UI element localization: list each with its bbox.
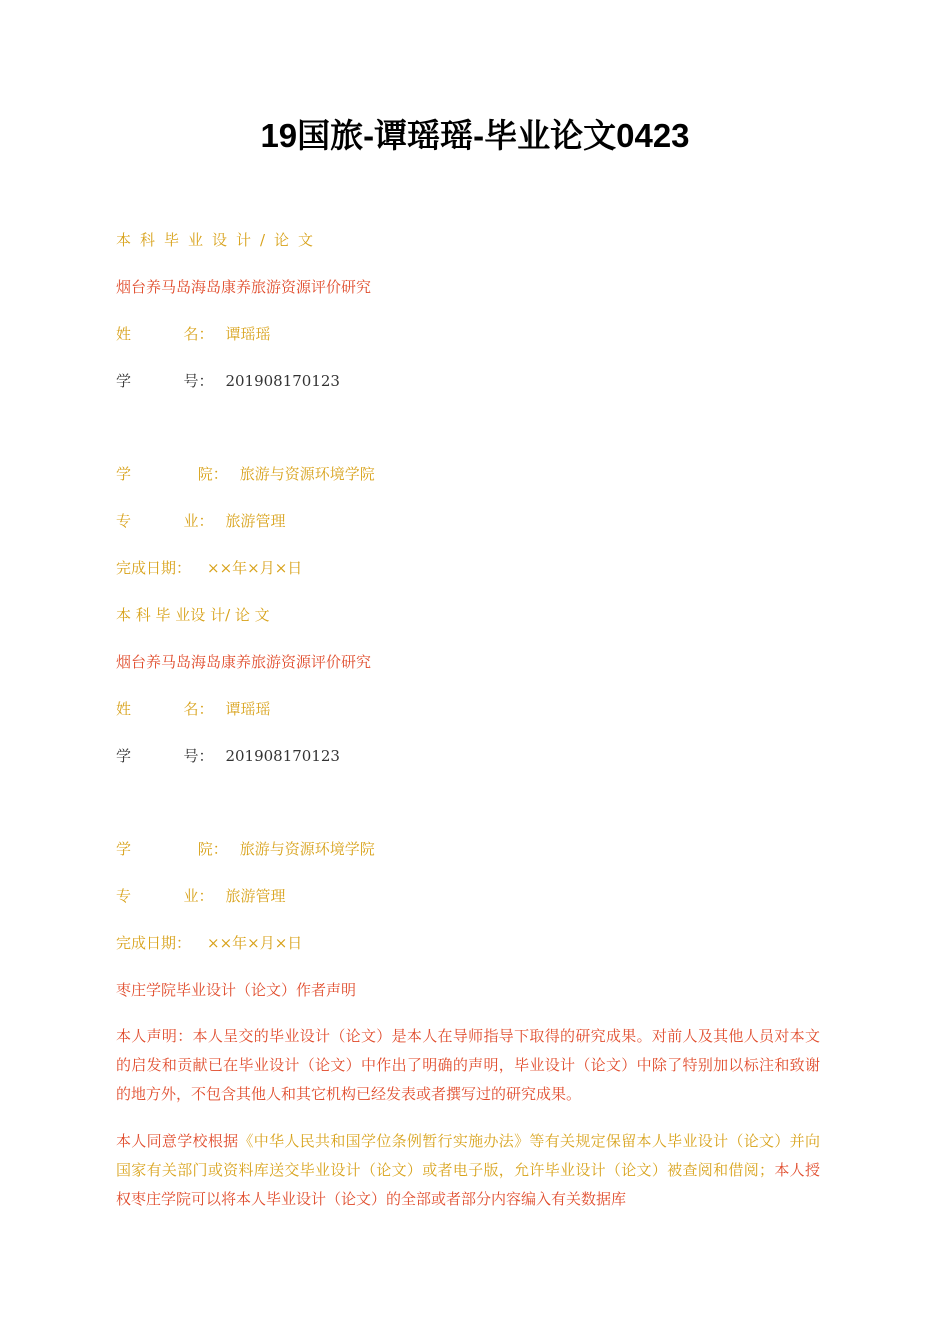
cover2-student-id-row <box>116 745 340 767</box>
cover1-college-value: 旅游与资源环境学院 <box>239 465 375 483</box>
cover2-college-label: 学 院： <box>116 840 228 858</box>
declaration-paragraph-1: 本人声明：本人呈交的毕业设计（论文）是本人在导师指导下取得的研究成果。对前人及其他人员对本文的启发和贡献已在毕业设计（论文）中作出了明确的声明，毕业设计（论文）中除了特别加以标注和致谢的地方外，不包含其他人和其它机构已经发表或者撰写过的研究成果。 <box>116 1027 820 1103</box>
cover2-name-value: 谭瑶瑶 <box>225 700 271 718</box>
cover2-student-id-label: 学 号： <box>116 747 214 765</box>
cover1-college-row <box>116 463 375 485</box>
cover2-major-row <box>116 885 285 907</box>
cover2-major-label: 专 业： <box>116 887 214 905</box>
cover1-major-row <box>116 510 285 532</box>
cover2-college-value: 旅游与资源环境学院 <box>239 840 375 858</box>
cover2-date-label: 完成日期： <box>116 934 192 952</box>
declaration-paragraph-2-part2: 《中华人民共和国学位条例暂行实施办法》等有关规定保留本人毕业设计（论文）并向国家有关部门或资料库送交毕业设计（论文）或者电子版，允许毕业设计（论文）被查阅和借阅； <box>116 1132 820 1179</box>
cover1-date-label: 完成日期： <box>116 559 192 577</box>
cover1-date-row <box>116 557 302 579</box>
cover1-name-value: 谭瑶瑶 <box>225 325 271 343</box>
document-title: 19国旅-谭瑶瑶-毕业论文0423 <box>260 117 690 154</box>
cover1-major-value: 旅游管理 <box>225 512 286 530</box>
cover1-college-label: 学 院： <box>116 465 228 483</box>
cover2-heading: 本 科 毕 业设 计/ 论 文 <box>116 606 270 624</box>
cover1-name-label: 姓 名： <box>116 325 214 343</box>
cover1-heading: 本科毕业设计/论文 <box>116 231 323 249</box>
cover1-thesis-title: 烟台养马岛海岛康养旅游资源评价研究 <box>116 278 372 296</box>
declaration-paragraph-2-part3: 本人授权枣庄学院可以将本人毕业设计（论文）的全部或者部分内容编入有关数据库 <box>116 1161 820 1208</box>
declaration-paragraph-2-part1: 本人同意学校根据 <box>116 1132 239 1150</box>
cover1-student-id-row <box>116 370 340 392</box>
cover2-college-row <box>116 838 375 860</box>
cover1-student-id-label: 学 号： <box>116 372 214 390</box>
cover2-major-value: 旅游管理 <box>225 887 286 905</box>
cover2-date-value: ××年×月×日 <box>207 934 303 952</box>
cover1-name-row <box>116 323 270 345</box>
declaration-heading: 枣庄学院毕业设计（论文）作者声明 <box>116 981 357 999</box>
cover2-student-id-value: 201908170123 <box>225 747 340 765</box>
cover2-name-row <box>116 698 270 720</box>
cover1-student-id-value: 201908170123 <box>225 372 340 390</box>
cover1-date-value: ××年×月×日 <box>207 559 303 577</box>
cover2-name-label: 姓 名： <box>116 700 214 718</box>
cover1-major-label: 专 业： <box>116 512 214 530</box>
cover2-thesis-title: 烟台养马岛海岛康养旅游资源评价研究 <box>116 653 372 671</box>
declaration-paragraph-2 <box>116 1127 820 1214</box>
cover2-date-row <box>116 932 302 954</box>
